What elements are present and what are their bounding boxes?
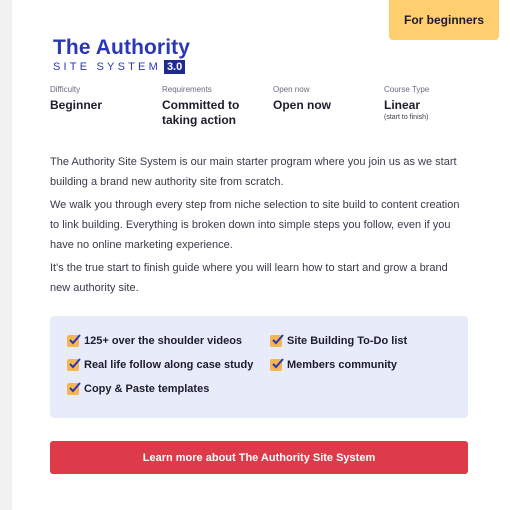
meta-label: Difficulty <box>50 85 81 94</box>
badge-label: For beginners <box>403 13 484 27</box>
checkbox-checked-icon <box>67 359 79 371</box>
feature-item <box>67 335 242 347</box>
feature-item <box>270 359 397 371</box>
for-beginners-badge <box>389 0 499 40</box>
logo-subtitle-row <box>53 60 190 74</box>
feature-label: Real life follow along case study <box>84 359 254 371</box>
feature-label: 125+ over the shoulder videos <box>84 335 243 347</box>
feature-label: Members community <box>287 359 398 371</box>
checkbox-checked-icon <box>270 335 282 347</box>
meta-label: Requirements <box>162 85 212 94</box>
meta-value: Linear <box>384 98 421 112</box>
authority-site-system-logo <box>53 37 190 74</box>
meta-open-now <box>273 85 373 113</box>
logo-title: The Authority <box>53 36 191 59</box>
page-left-edge <box>0 0 12 510</box>
description-paragraph: It's the true start to finish guide where you will learn how to start and grow a brand new authority site. <box>50 262 448 294</box>
feature-item <box>67 383 209 395</box>
meta-requirements <box>162 85 262 128</box>
meta-value: Open now <box>273 98 331 112</box>
logo-subtitle: SITE SYSTEM <box>53 61 161 73</box>
meta-label: Open now <box>273 85 310 94</box>
meta-value: Beginner <box>50 98 103 112</box>
description-paragraph: We walk you through every step from niche selection to site build to content creation to link building. Everything is broken down into simple steps you follow, even if you have no online marketing experience. <box>50 199 460 251</box>
meta-label: Course Type <box>384 85 430 94</box>
logo-version-badge: 3.0 <box>164 60 185 74</box>
checkbox-checked-icon <box>67 383 79 395</box>
checkbox-checked-icon <box>67 335 79 347</box>
meta-course-type <box>384 85 484 121</box>
feature-label: Copy & Paste templates <box>84 383 210 395</box>
meta-note: (start to finish) <box>384 114 429 121</box>
feature-label: Site Building To-Do list <box>287 335 408 347</box>
feature-item <box>67 359 253 371</box>
description-paragraph: The Authority Site System is our main starter program where you join us as we start building a brand new authority site from scratch. <box>50 156 457 188</box>
learn-more-button[interactable]: Learn more about The Authority Site System <box>50 441 468 474</box>
feature-item <box>270 335 407 347</box>
meta-difficulty <box>50 85 150 113</box>
features-box <box>50 316 468 418</box>
checkbox-checked-icon <box>270 359 282 371</box>
meta-value: Committed to taking action <box>162 98 240 127</box>
